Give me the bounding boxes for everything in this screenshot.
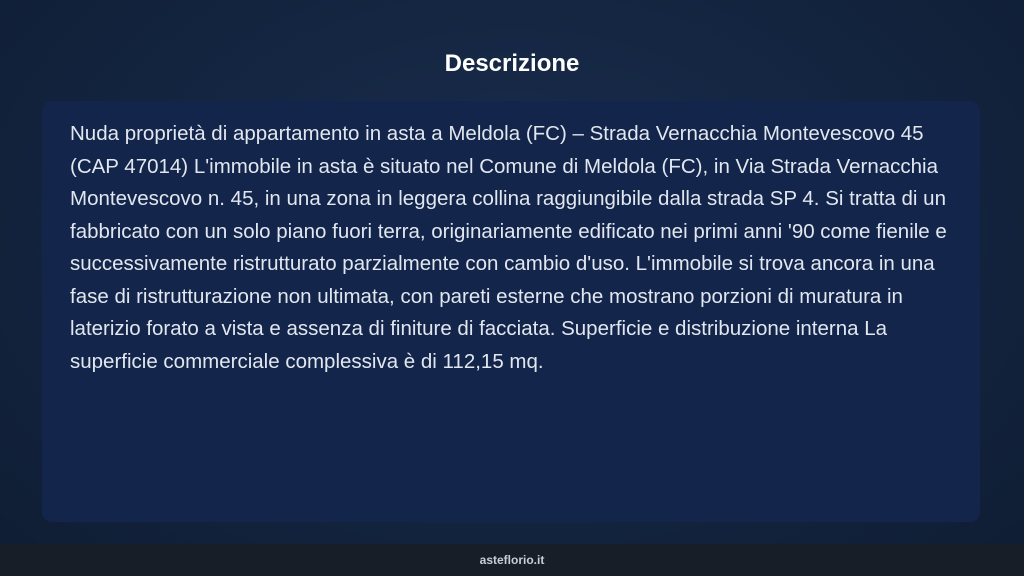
page-title: Descrizione <box>444 50 580 77</box>
description-card <box>42 101 980 522</box>
footer-source-label: asteflorio.it <box>479 553 545 567</box>
footer-bar <box>0 544 1024 576</box>
description-text: Nuda proprietà di appartamento in asta a Meldola (FC) – Strada Vernacchia Montevescovo 45 (CAP 47014) L'immobile in asta è situato nel Comune di Meldola (FC), in Via Strada Vernacchia Montevescovo n. 45, in una zona in leggera collina raggiungibile dalla strada SP 4. Si tratta di un fabbricato con un solo piano fuori terra, originariamente edificato nei primi anni '90 come fienile e successivamente ristrutturato parzialmente con cambio d'uso. L'immobile si trova ancora in una fase di ristrutturazione non ultimata, con pareti esterne che mostrano porzioni di muratura in laterizio forato a vista e assenza di finiture di facciata. Superficie e distribuzione interna La superficie commerciale complessiva è di 112,15 mq. <box>70 122 947 373</box>
